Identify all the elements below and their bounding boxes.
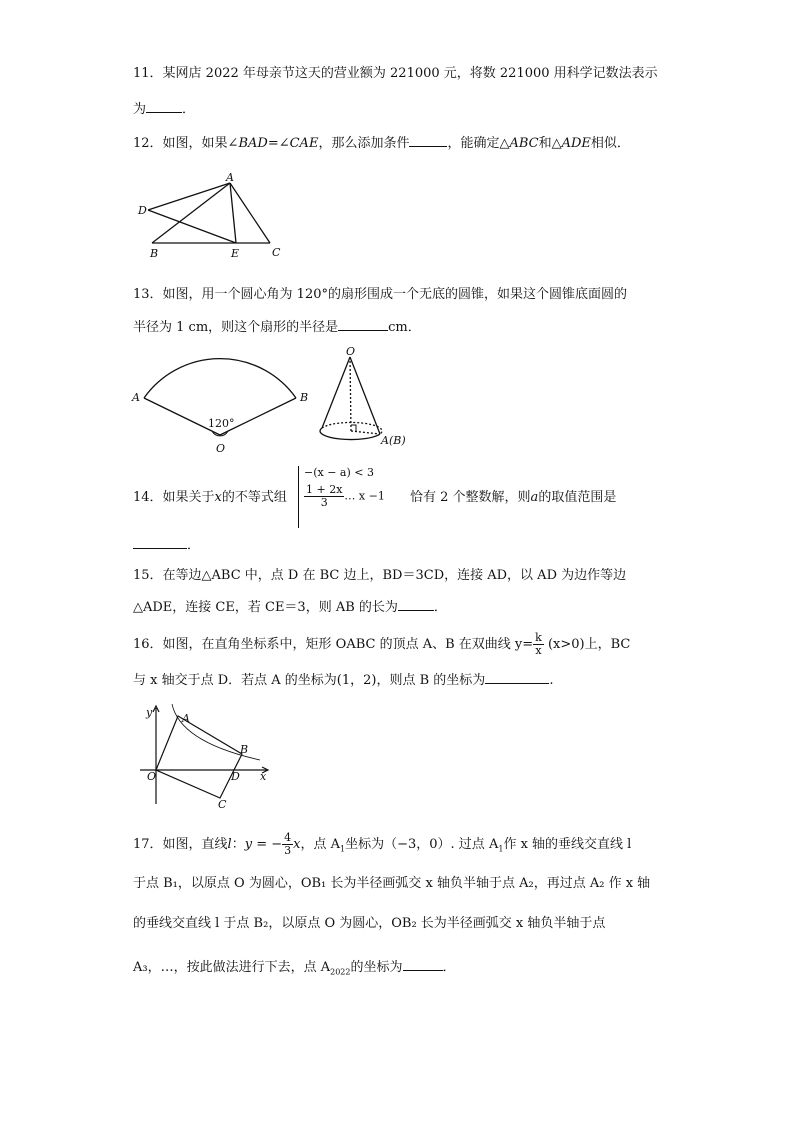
q14-x: x (214, 490, 222, 505)
q13-label-a: A (132, 391, 140, 404)
q17-line1 (133, 832, 631, 858)
q17-yeq: y = − (244, 837, 283, 852)
q11-answer-blank[interactable] (146, 100, 182, 113)
q16-line1 (133, 632, 630, 657)
q13-line2b: cm． (388, 320, 421, 335)
q17-line2: 于点 B₁，以原点 O 为圆心，OB₁ 长为半径画弧交 x 轴负半轴于点 A₂，再过点 A₂ 作 x 轴 (133, 876, 651, 891)
q17-colon: ： (231, 837, 245, 852)
q13-cone-base-label: A(B) (381, 434, 406, 447)
q13-angle-label: 120° (208, 417, 235, 430)
q12-t2: ADE (561, 136, 591, 151)
q17-mid3: 作 x 轴的垂线交直线 l (503, 837, 632, 852)
q13-line2 (133, 318, 421, 336)
q12-triangle-figure (130, 168, 290, 263)
q17-pre: 17．如图，直线 (133, 837, 228, 852)
q12-label-e: E (231, 247, 240, 260)
q12-post: ，能确定△ (447, 136, 510, 151)
q17-numerator: 4 (284, 831, 292, 844)
q15-line2 (133, 598, 447, 616)
q15-line2b: ． (433, 600, 447, 615)
q12-end: 相似． (590, 136, 630, 151)
q12-t1: ABC (509, 136, 539, 151)
q13-label-b: B (300, 391, 309, 404)
q12-label-a: A (226, 171, 234, 184)
q14-line2 (133, 536, 200, 554)
q14-line-end (410, 490, 616, 506)
q13-cone-apex-label: O (346, 345, 356, 358)
q12-answer-blank[interactable] (409, 134, 447, 147)
q17-mid2: 坐标为（−3，0）. 过点 A (345, 837, 499, 852)
q16-label-d: D (231, 770, 240, 783)
q17-answer-blank[interactable] (403, 958, 443, 971)
q16-label-c: C (218, 798, 227, 811)
q14-a: a (530, 490, 539, 505)
q14-denominator: 3 (320, 496, 328, 509)
q17-denominator: 3 (284, 844, 292, 857)
q13-line2a: 半径为 1 cm，则这个扇形的半径是 (133, 320, 339, 335)
q17-sub1b: 1 (498, 844, 504, 854)
q14-dot: ． (187, 538, 201, 553)
q12-label-c: C (272, 246, 281, 259)
q13-line1: 13．如图，用一个圆心角为 120°的扇形围成一个无底的圆锥，如果这个圆锥底面圆的 (133, 287, 627, 302)
q12-eq: =∠ (267, 136, 290, 151)
q12-mid: ，那么添加条件 (318, 136, 410, 151)
q14-ineq2-tail: … x −1 (344, 489, 385, 503)
q16-label-y: y (146, 706, 153, 719)
q17-line3: 的垂线交直线 l 于点 B₂，以原点 O 为圆心，OB₂ 长为半径画弧交 x 轴负半轴于点 (133, 916, 606, 931)
q12-and: 和△ (538, 136, 562, 151)
q13-label-o: O (216, 442, 226, 455)
q16-label-b: B (240, 743, 249, 756)
q17-end: ． (442, 960, 456, 975)
q14-numerator: 1 + 2x (306, 483, 343, 496)
q13-answer-blank[interactable] (338, 318, 388, 331)
q11-line2 (133, 100, 195, 118)
q16-post: (x>0)上，BC (543, 637, 631, 652)
q16-line2 (133, 671, 553, 689)
q12-angle2: CAE (289, 136, 319, 151)
q17-xvar: x (293, 837, 301, 852)
q14-inequality-system (298, 466, 385, 528)
q14-pre: 14．如果关于 (133, 490, 215, 505)
q16-line2b: . (549, 673, 554, 688)
q16-label-o: O (147, 770, 157, 783)
q12-angle1: BAD (238, 136, 268, 151)
q16-label-a: A (182, 712, 190, 725)
q17-line4 (133, 958, 456, 981)
q17-sub1: 1 (340, 844, 346, 854)
q17-mid: ，点 A (300, 837, 341, 852)
q12-pre: 12．如图，如果∠ (133, 136, 239, 151)
q13-cone-figure (318, 345, 418, 455)
q17-line4b: 的坐标为 (350, 960, 403, 975)
q13-sector-figure (130, 340, 315, 460)
q15-line2a: △ADE，连接 CE，若 CE＝3，则 AB 的长为 (133, 600, 398, 615)
q16-line2a: 与 x 轴交于点 D．若点 A 的坐标为(1，2)，则点 B 的坐标为 (133, 673, 486, 688)
q11-end: ． (182, 102, 196, 117)
q12-line (133, 134, 630, 152)
q11-prefix: 为 (133, 102, 147, 117)
q11-line1: 11．某网店 2022 年母亲节这天的营业额为 221000 元，将数 221000 用科学记数法表示 (133, 66, 658, 81)
q15-line1: 15．在等边△ABC 中，点 D 在 BC 边上，BD＝3CD，连接 AD，以 AD 为边作等边 (133, 568, 627, 583)
q14-post: 恰有 2 个整数解，则 (410, 490, 531, 505)
q14-ineq1: −(x − a) < 3 (304, 466, 374, 479)
q12-label-d: D (138, 204, 147, 217)
q17-sub2022: 2022 (330, 967, 351, 977)
q14-ineq2 (304, 484, 385, 509)
q17-line4a: A₃，…，按此做法进行下去，点 A (133, 960, 331, 975)
q14-mid: 的不等式组 (221, 490, 287, 505)
q16-denominator: x (535, 644, 542, 657)
q14-end: 的取值范围是 (538, 490, 617, 505)
q12-label-b: B (150, 247, 159, 260)
q16-pre: 16．如图，在直角坐标系中，矩形 OABC 的顶点 A、B 在双曲线 y= (133, 637, 534, 652)
q16-answer-blank[interactable] (485, 671, 549, 684)
q16-coordinate-figure (136, 702, 276, 810)
q15-answer-blank[interactable] (398, 598, 434, 611)
q17-l: l (227, 837, 232, 852)
q14-answer-blank[interactable] (133, 536, 187, 549)
q16-numerator: k (535, 631, 542, 644)
q14-line-start (133, 490, 287, 506)
q16-label-x: x (260, 770, 267, 783)
